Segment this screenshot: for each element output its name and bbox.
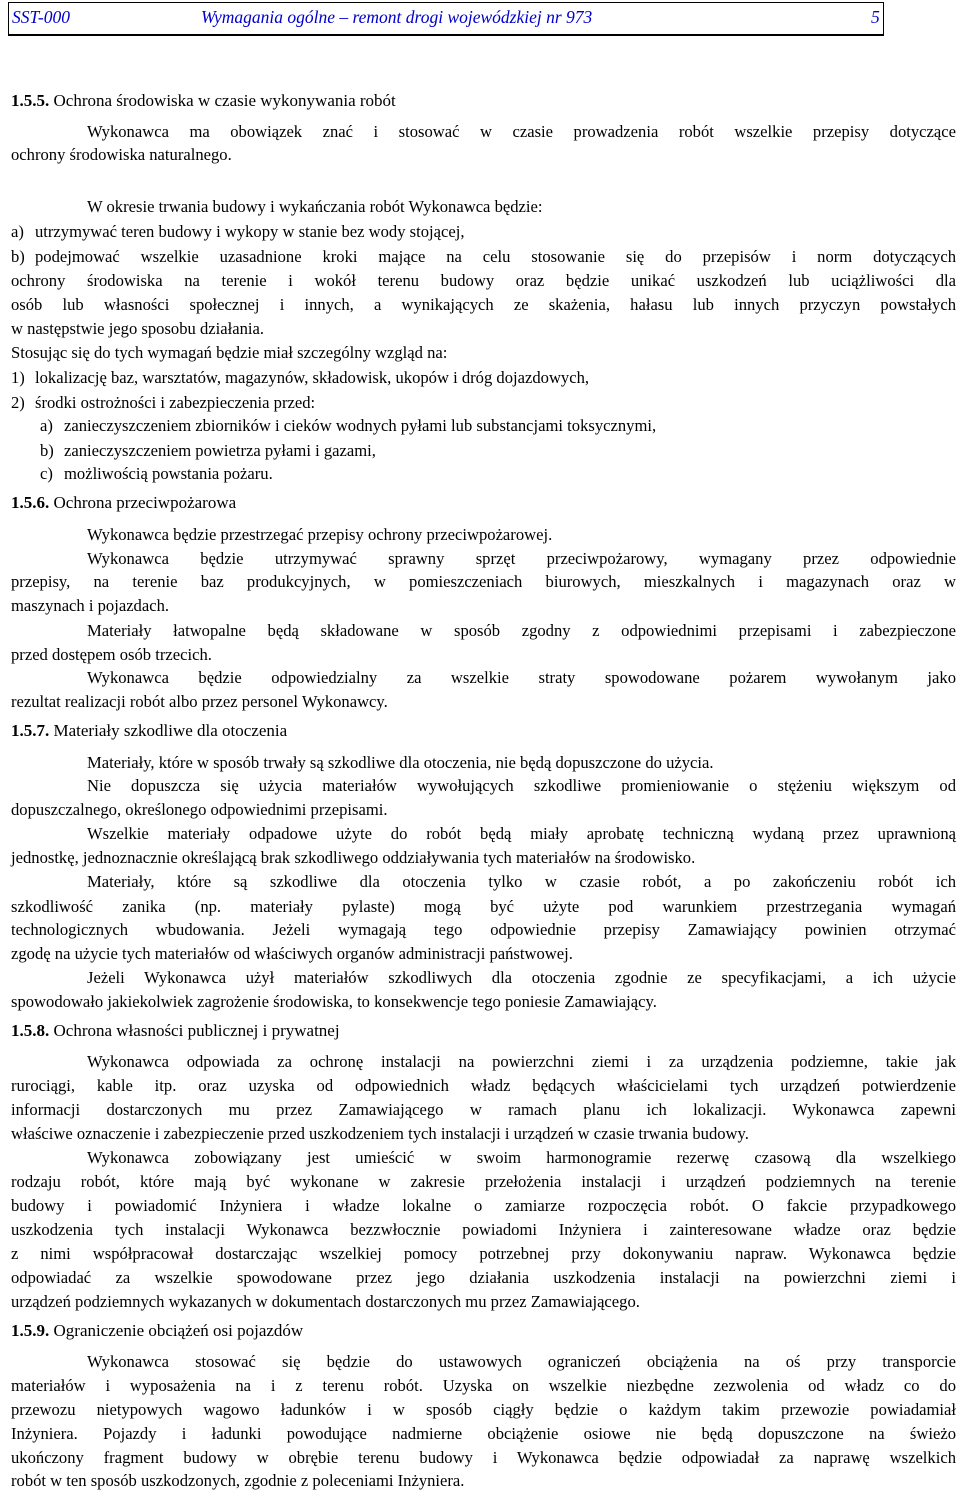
- list-text: możliwością powstania pożaru.: [64, 464, 273, 483]
- paragraph-line: zgodę na użycie tych materiałów od właściwych organów administracji państwowej.: [11, 944, 573, 963]
- paragraph-line: ochrony środowiska naturalnego.: [11, 145, 232, 164]
- paragraph-line: informacji dostarczonych mu przez Zamawiającego w ramach planu ich lokalizacji. Wykonawca zapewni: [11, 1100, 956, 1119]
- paragraph-line: przewozu nietypowych wagowo ładunków i w sposób ciągły będzie o każdym takim przewozie powiadamiał: [11, 1400, 956, 1419]
- paragraph-line: odpowiadać za wszelkie spowodowane przez jego działania uszkodzenia instalacji na powierzchni ziemi i: [11, 1268, 956, 1287]
- paragraph-line: Stosując się do tych wymagań będzie miał szczególny wzgląd na:: [11, 343, 448, 362]
- section-title: Ograniczenie obciążeń osi pojazdów: [53, 1321, 304, 1340]
- page-number: 5: [871, 7, 880, 27]
- section-number: 1.5.9.: [11, 1321, 50, 1340]
- list-text: lokalizację baz, warsztatów, magazynów, składowisk, ukopów i dróg dojazdowych,: [35, 368, 590, 387]
- paragraph-line: maszynach i pojazdach.: [11, 596, 170, 615]
- paragraph-line: właściwe oznaczenie i zabezpieczenie przed uszkodzeniem tych instalacji i urządzeń w czasie trwania budowy.: [11, 1124, 749, 1143]
- document-title: Wymagania ogólne – remont drogi wojewódzkiej nr 973: [201, 7, 593, 27]
- list-item: [11, 246, 956, 268]
- paragraph-line: Materiały, które w sposób trwały są szkodliwe dla otoczenia, nie będą dopuszczone do użycia.: [87, 753, 714, 772]
- paragraph-line: Wykonawca będzie odpowiedzialny za wszelkie straty spowodowane pożarem wywołanym jako: [87, 668, 956, 687]
- paragraph-line: dopuszczalnego, określonego odpowiednimi przepisami.: [11, 800, 388, 819]
- paragraph-line: Wszelkie materiały odpadowe użyte do robót będą miały aprobatę techniczną wydaną przez uprawnioną: [87, 824, 956, 843]
- paragraph-line: z nimi współpracował dostarczając wszelkiej pomocy potrzebnej przy dokonywaniu napraw. Wykonawca będzie: [11, 1244, 956, 1263]
- paragraph-line: Nie dopuszcza się użycia materiałów wywołujących szkodliwe promieniowanie o stężeniu większym od: [87, 776, 956, 795]
- section-title: Ochrona przeciwpożarowa: [53, 493, 237, 512]
- paragraph-line: jednostkę, jednoznacznie określającą brak szkodliwego oddziaływania tych materiałów na środowisko.: [11, 848, 696, 867]
- section-heading-1-5-6: [11, 492, 956, 514]
- list-label: a): [40, 416, 53, 435]
- list-text: podejmować wszelkie uzasadnione kroki mające na celu stosowanie się do przepisów i norm dotyczących: [35, 247, 956, 266]
- list-item: [40, 463, 960, 485]
- list-item: [40, 415, 960, 437]
- paragraph-line: rurociągi, kable itp. oraz uzyska od odpowiednich władz będących właścicielami tych urządzeń potwierdzenie: [11, 1076, 956, 1095]
- paragraph-line: materiałów i wyposażenia na i z terenu robót. Uzyska on wszelkie niezbędne zezwolenia od władz co do: [11, 1376, 956, 1395]
- section-heading-1-5-5: [11, 90, 956, 112]
- section-heading-1-5-9: [11, 1320, 956, 1342]
- paragraph-line: rezultat realizacji robót albo przez personel Wykonawcy.: [11, 692, 388, 711]
- paragraph-line: Materiały, które są szkodliwe dla otoczenia tylko w czasie robót, a po zakończeniu robót ich: [87, 872, 956, 891]
- list-item: [11, 392, 960, 414]
- paragraph-line: W okresie trwania budowy i wykańczania robót Wykonawca będzie:: [87, 197, 543, 216]
- list-label: b): [40, 441, 54, 460]
- paragraph-line: Wykonawca będzie utrzymywać sprawny sprzęt przeciwpożarowy, wymagany przez odpowiednie: [87, 549, 956, 568]
- paragraph-line: Materiały łatwopalne będą składowane w sposób zgodny z odpowiednimi przepisami i zabezpieczone: [87, 621, 956, 640]
- paragraph-line: uszkodzenia tych instalacji Wykonawca bezzwłocznie powiadomi Inżyniera i zainteresowane władze oraz będzie: [11, 1220, 956, 1239]
- paragraph-line: Wykonawca odpowiada za ochronę instalacji na powierzchni ziemi i za urządzenia podziemne, takie jak: [87, 1052, 956, 1071]
- paragraph-line: Wykonawca zobowiązany jest umieścić w swoim harmonogramie rezerwę czasową dla wszelkiego: [87, 1148, 956, 1167]
- paragraph-line: Jeżeli Wykonawca użył materiałów szkodliwych dla otoczenia zgodnie ze specyfikacjami, a ich użycie: [87, 968, 956, 987]
- paragraph-line: robót w ten sposób uszkodzonych, zgodnie z poleceniami Inżyniera.: [11, 1471, 465, 1490]
- paragraph-line: budowy i powiadomić Inżyniera i władze lokalne o zamiarze rozpoczęcia robót. O fakcie przypadkowego: [11, 1196, 956, 1215]
- paragraph-line: przed dostępem osób trzecich.: [11, 645, 212, 664]
- section-heading-1-5-7: [11, 720, 956, 742]
- list-text-line: osób lub własności społecznej i innych, a wynikających ze skażenia, hałasu lub innych przyczyn powstałych: [11, 295, 956, 314]
- list-label: a): [11, 222, 24, 241]
- section-title: Ochrona własności publicznej i prywatnej: [53, 1021, 340, 1040]
- page-header: [8, 2, 884, 36]
- list-text: zanieczyszczeniem zbiorników i cieków wodnych pyłami lub substancjami toksycznymi,: [64, 416, 657, 435]
- list-item: [11, 221, 956, 243]
- paragraph-line: szkodliwość zanika (np. materiały pylaste) mogą być użyte pod warunkiem przestrzegania wymagań: [11, 897, 956, 916]
- list-text: utrzymywać teren budowy i wykopy w stanie bez wody stojącej,: [35, 222, 465, 241]
- paragraph-line: technologicznych wbudowania. Jeżeli wymagają tego odpowiednie przepisy Zamawiający powinien otrzymać: [11, 920, 956, 939]
- section-number: 1.5.8.: [11, 1021, 50, 1040]
- section-heading-1-5-8: [11, 1020, 956, 1042]
- list-text-line: ochrony środowiska na terenie i wokół terenu budowy oraz będzie unikać uszkodzeń lub uciążliwości dla: [11, 271, 956, 290]
- list-label: 2): [11, 393, 25, 412]
- list-label: b): [11, 247, 25, 266]
- section-number: 1.5.5.: [11, 91, 50, 110]
- list-text: środki ostrożności i zabezpieczenia przed:: [35, 393, 316, 412]
- paragraph-line: urządzeń podziemnych wykazanych w dokumentach dostarczonych mu przez Zamawiającego.: [11, 1292, 640, 1311]
- paragraph-line: Inżyniera. Pojazdy i ładunki powodujące nadmierne obciążenie osiowe nie będą dopuszczone na świeżo: [11, 1424, 956, 1443]
- section-title: Ochrona środowiska w czasie wykonywania robót: [53, 91, 396, 110]
- paragraph-line: przepisy, na terenie baz produkcyjnych, w pomieszczeniach biurowych, mieszkalnych i magazynach oraz w: [11, 572, 956, 591]
- list-item: [11, 367, 960, 389]
- paragraph-line: Wykonawca stosować się będzie do ustawowych ograniczeń obciążenia na oś przy transporcie: [87, 1352, 956, 1371]
- paragraph-line: Wykonawca będzie przestrzegać przepisy ochrony przeciwpożarowej.: [87, 525, 553, 544]
- paragraph-line: spowodowało jakiekolwiek zagrożenie środowiska, to konsekwencje tego poniesie Zamawiający.: [11, 992, 657, 1011]
- section-title: Materiały szkodliwe dla otoczenia: [53, 721, 288, 740]
- list-item: [40, 440, 960, 462]
- section-number: 1.5.6.: [11, 493, 50, 512]
- list-text: zanieczyszczeniem powietrza pyłami i gazami,: [64, 441, 376, 460]
- list-text-line: w następstwie jego sposobu działania.: [11, 319, 264, 338]
- paragraph-line: rodzaju robót, które mają być wykonane w zakresie przełożenia instalacji i urządzeń podziemnych na terenie: [11, 1172, 956, 1191]
- list-label: c): [40, 464, 53, 483]
- paragraph-line: Wykonawca ma obowiązek znać i stosować w czasie prowadzenia robót wszelkie przepisy dotyczące: [87, 122, 956, 141]
- section-number: 1.5.7.: [11, 721, 50, 740]
- paragraph-line: ukończony fragment budowy w obrębie terenu budowy i Wykonawca będzie odpowiadał za naprawę wszelkich: [11, 1448, 956, 1467]
- document-code: SST-000: [12, 7, 71, 27]
- list-label: 1): [11, 368, 25, 387]
